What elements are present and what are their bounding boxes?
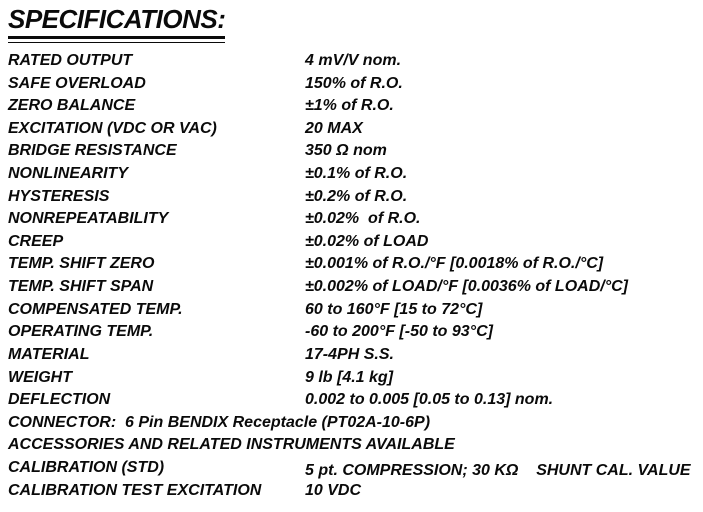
spec-value: 60 to 160°F [15 to 72°C]: [305, 300, 483, 318]
spec-label: CALIBRATION (STD): [8, 458, 165, 476]
spec-row: [8, 187, 700, 210]
spec-value: ±0.002% of LOAD/°F [0.0036% of LOAD/°C]: [305, 278, 628, 296]
spec-value: ±0.2% of R.O.: [305, 187, 408, 205]
spec-label: BRIDGE RESISTANCE: [8, 142, 177, 160]
spec-value: 10 VDC: [305, 481, 362, 499]
spec-value: ±1% of R.O.: [305, 97, 394, 115]
spec-row: [8, 209, 700, 232]
spec-label: CALIBRATION TEST EXCITATION: [8, 481, 262, 499]
spec-label: MATERIAL: [8, 345, 90, 363]
spec-value: 350 Ω nom: [305, 142, 387, 160]
spec-row: [8, 277, 700, 300]
spec-label: COMPENSATED TEMP.: [8, 300, 183, 318]
spec-label: WEIGHT: [8, 368, 72, 386]
spec-value: 20 MAX: [305, 119, 363, 137]
spec-label: ZERO BALANCE: [8, 97, 136, 115]
spec-row: [8, 164, 700, 187]
spec-label: EXCITATION (VDC OR VAC): [8, 119, 217, 137]
spec-row: [8, 345, 700, 368]
spec-row: [8, 96, 700, 119]
spec-row: [8, 254, 700, 277]
spec-row: [8, 51, 700, 74]
spec-value: ±0.02% of LOAD: [305, 232, 429, 250]
spec-row: [8, 390, 700, 413]
spec-value: 5 pt. COMPRESSION; 30 KΩ SHUNT CAL. VALUE: [305, 461, 691, 479]
spec-row: [8, 141, 700, 164]
spec-label: SAFE OVERLOAD: [8, 74, 146, 92]
spec-table: [8, 51, 700, 503]
spec-row: [8, 368, 700, 391]
spec-label: CREEP: [8, 232, 64, 250]
spec-row: [8, 413, 700, 436]
spec-row: [8, 300, 700, 323]
spec-value: 9 lb [4.1 kg]: [305, 368, 394, 386]
spec-value: ±0.02% of R.O.: [305, 210, 421, 228]
spec-row: [8, 435, 700, 458]
spec-row: [8, 74, 700, 97]
spec-value: ±0.001% of R.O./°F [0.0018% of R.O./°C]: [305, 255, 604, 273]
spec-label: HYSTERESIS: [8, 187, 110, 205]
spec-row: [8, 119, 700, 142]
spec-row: [8, 322, 700, 345]
spec-value: 0.002 to 0.005 [0.05 to 0.13] nom.: [305, 391, 554, 409]
spec-value: ±0.1% of R.O.: [305, 165, 408, 183]
page-title: SPECIFICATIONS:: [8, 6, 225, 39]
spec-label: NONLINEARITY: [8, 165, 128, 183]
spec-label: ACCESSORIES AND RELATED INSTRUMENTS AVAILABLE: [8, 436, 455, 454]
spec-value: 4 mV/V nom.: [305, 52, 402, 69]
spec-label: OPERATING TEMP.: [8, 323, 154, 341]
title-underline: [8, 6, 225, 43]
spec-label: TEMP. SHIFT SPAN: [8, 278, 154, 296]
spec-label: DEFLECTION: [8, 391, 111, 409]
spec-value: 17-4PH S.S.: [305, 345, 394, 363]
spec-label: CONNECTOR: 6 Pin BENDIX Receptacle (PT02A-10-6P): [8, 413, 431, 431]
spec-row: [8, 232, 700, 255]
spec-row: [8, 481, 700, 504]
spec-label: NONREPEATABILITY: [8, 210, 169, 228]
spec-row: [8, 458, 700, 481]
spec-label: RATED OUTPUT: [8, 52, 133, 69]
spec-value: -60 to 200°F [-50 to 93°C]: [305, 323, 493, 341]
spec-label: TEMP. SHIFT ZERO: [8, 255, 155, 273]
spec-value: 150% of R.O.: [305, 74, 403, 92]
